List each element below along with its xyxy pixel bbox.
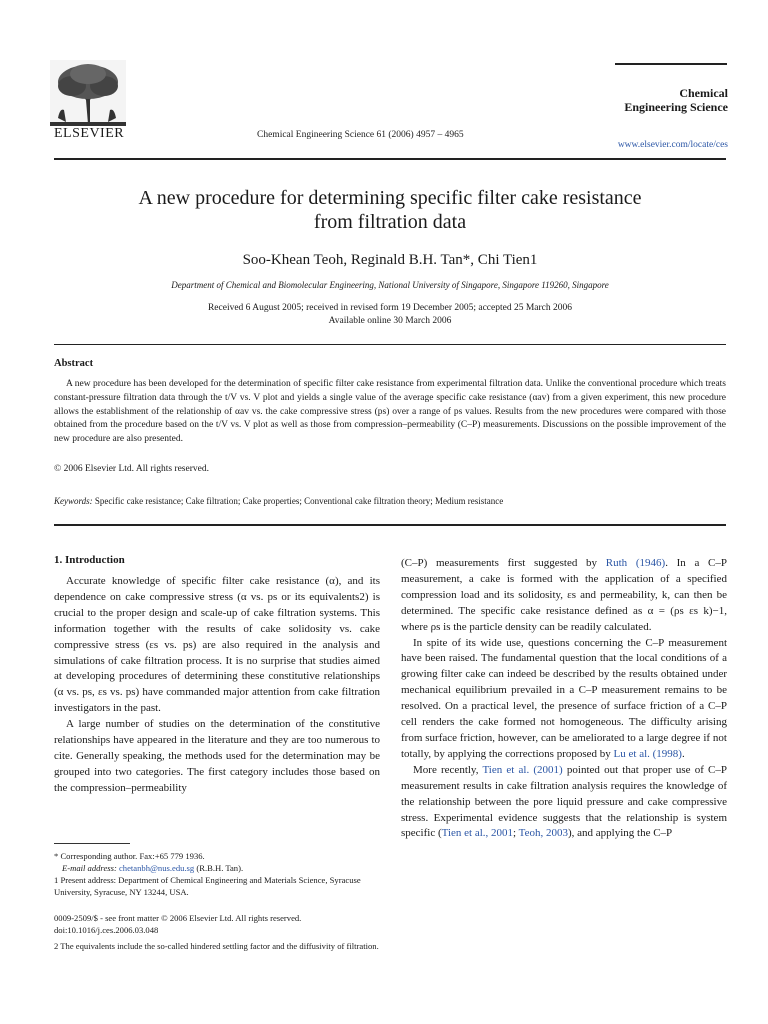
- keywords: [54, 496, 726, 506]
- title-line2: from filtration data: [313, 211, 467, 233]
- journal-rule: [615, 63, 727, 65]
- keywords-text: Specific cake resistance; Cake filtration; Cake properties; Conventional cake filtration theory; Medium resistance: [94, 496, 504, 506]
- front-matter: [54, 912, 380, 936]
- journal-citation: Chemical Engineering Science 61 (2006) 4957 – 4965: [257, 130, 464, 140]
- body-divider: [54, 524, 726, 526]
- journal-name-line2: Engineering Science: [624, 100, 728, 114]
- publisher-name: ELSEVIER: [54, 126, 125, 141]
- email-link[interactable]: chetanbh@nus.edu.sg: [118, 863, 195, 873]
- doi-line: doi:10.1016/j.ces.2006.03.048: [54, 925, 159, 935]
- affiliation: Department of Chemical and Biomolecular Engineering, National University of Singapore, Singapore 119260, Singapore: [171, 280, 609, 290]
- ref-ruth-1946-link[interactable]: Ruth (1946): [605, 557, 666, 569]
- author-list: Soo-Khean Teoh, Reginald B.H. Tan*, Chi Tien1: [242, 252, 538, 268]
- abstract-text: A new procedure has been developed for the determination of specific filter cake resistance from experimental filtration data. Unlike the conventional procedure which treats constant-pressure filtration data through the t/V vs. V plot and yields a single value of the average specific cake resistance (αav) from a given experiment, this new procedure allows the establishment of the relationship of αav vs. the cake compressive stress (ps) over a range of ps values. Results from the new procedures were compared with those obtained from the procedure based on the t/V vs. V plot as well as those from compression–permeability (C–P) measurements. Discussions on the possible improvement of the new procedure are also presented.: [54, 379, 726, 445]
- header-divider: [54, 158, 726, 160]
- intro-paragraph-1: Accurate knowledge of specific filter cake resistance (α), and its dependence on cake compressive stress (α vs. ps or its equivalents2) is crucial to the proper design and scale-up of cake filtration systems. This information together with the results of cake solidosity vs. cake compressive stress (εs vs. ps) are also required in the analysis and simulations of cake filtration process. It is no surprise that studies aimed at developing procedures of determining these constitutive relationships (α vs. ps, εs vs. ps) have commanded major attention from cake filtration investigators in the past.: [54, 575, 380, 715]
- issn-line: 0009-2509/$ - see front matter © 2006 Elsevier Ltd. All rights reserved.: [54, 913, 302, 923]
- footnote-2: 2 The equivalents include the so-called hindered settling factor and the diffusivity of filtration.: [54, 941, 379, 951]
- abstract-heading: Abstract: [54, 358, 94, 369]
- journal-name-line1: Chemical: [679, 86, 728, 100]
- elsevier-tree-logo: [50, 60, 126, 126]
- footnote-divider: [54, 843, 130, 844]
- right-paragraph-2: In spite of its wide use, questions concerning the C–P measurement have been raised. The fundamental question that the local conditions of a growing filter cake can indeed be described by the results obtained under mechanical equilibrium prevailed in a C–P measurement remains to be resolved. On a practical level, the presence of surface friction of a C–P cell renders the cake formed not homogeneous. The difficulty arising from surface friction, however, can be ameliorated to a large degree if not totally, by applying the corrections proposed by Lu et al. (1998).: [401, 636, 727, 760]
- right-column: [401, 556, 727, 842]
- journal-url-link[interactable]: www.elsevier.com/locate/ces: [617, 140, 728, 150]
- right-paragraph-1: (C–P) measurements first suggested by Ruth (1946). In a C–P measurement, a cake is formed with the application of a specified compression load and its solidosity, εs and permeability, k, can then be determined. The specific cake resistance defined as α = (ρs εs k)−1, where ρs is the particle density can be readily calculated.: [401, 557, 728, 633]
- intro-paragraph-2: A large number of studies on the determination of the constitutive relationships have appeared in the literature and they are too numerous to cite. Generally speaking, the methods used for the determination may be grouped into two categories. The first category includes those based on the compression–permeability: [54, 718, 380, 794]
- article-dates: [54, 302, 726, 328]
- ref-teoh-2003-link[interactable]: Teoh, 2003: [518, 827, 568, 840]
- abstract-body: [54, 378, 726, 447]
- footnote-present-address: 1 Present address: Department of Chemical Engineering and Materials Science, Syracuse University, Syracuse, NY 13244, USA.: [54, 875, 361, 897]
- title-line1: A new procedure for determining specific filter cake resistance: [138, 187, 642, 209]
- section-heading-introduction: 1. Introduction: [54, 554, 125, 566]
- keywords-label: Keywords:: [54, 496, 93, 506]
- available-online: Available online 30 March 2006: [328, 316, 452, 326]
- abstract-copyright: © 2006 Elsevier Ltd. All rights reserved.: [54, 464, 209, 474]
- abstract-divider: [54, 344, 726, 345]
- left-column: [54, 574, 380, 797]
- article-title: [54, 186, 726, 234]
- footnotes: [54, 850, 380, 898]
- right-paragraph-3: More recently, Tien et al. (2001) pointed out that proper use of C–P measurement results in cake filtration analysis requires the knowledge of the relationship between the pore liquid pressure and cake compressive stress. Experimental evidence suggests that the relationship is system specific (Tien et al., 2001; Teoh, 2003), and applying the C–P: [401, 763, 727, 840]
- journal-name: [600, 86, 728, 114]
- ref-tien-2001-link[interactable]: Tien et al. (2001): [482, 763, 563, 776]
- ref-tien-2001b-link[interactable]: Tien et al., 2001: [441, 827, 514, 840]
- footnote-email: E-mail address: chetanbh@nus.edu.sg (R.B.H. Tan).: [62, 863, 244, 873]
- ref-lu-1998-link[interactable]: Lu et al. (1998): [613, 747, 682, 760]
- received-dates: Received 6 August 2005; received in revised form 19 December 2005; accepted 25 March 2006: [207, 303, 573, 313]
- footnote-corresponding: * Corresponding author. Fax:+65 779 1936.: [54, 851, 205, 861]
